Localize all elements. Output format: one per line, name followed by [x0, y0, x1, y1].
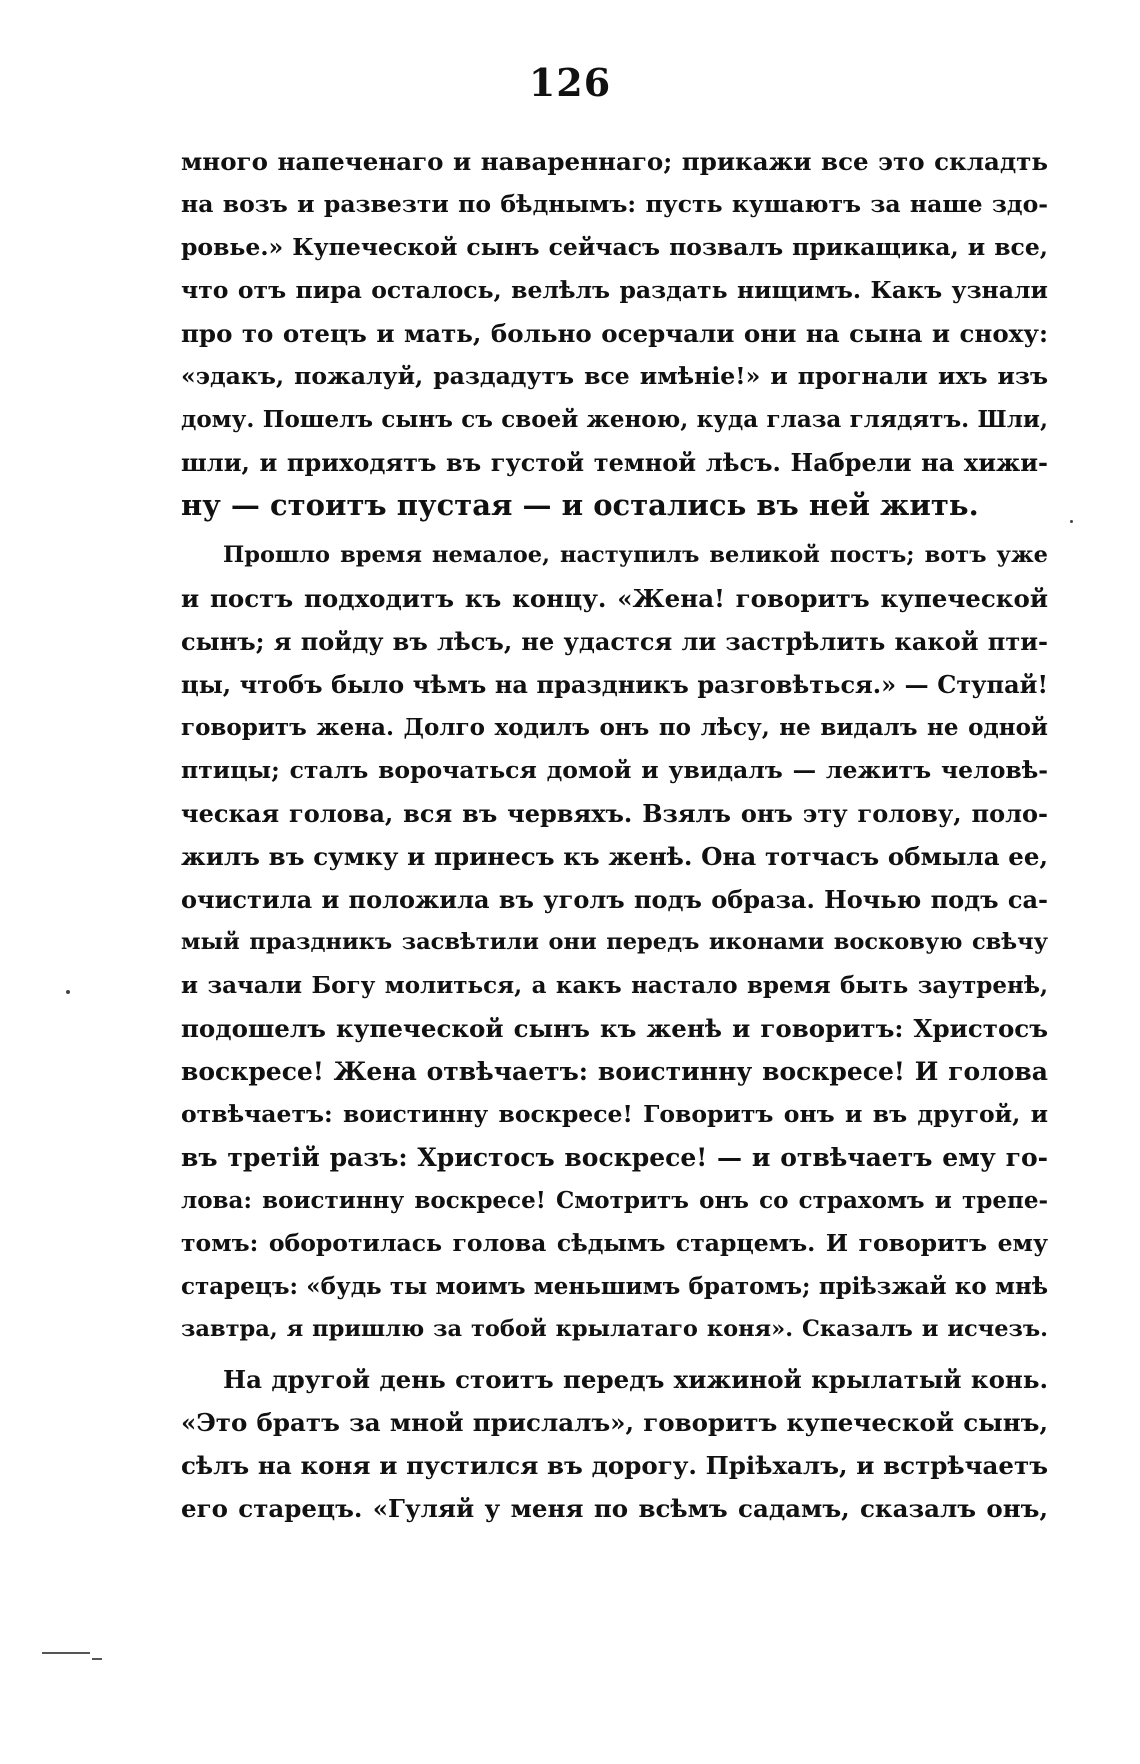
text-line: ну — стоитъ пустая — и остались въ ней жить.: [181, 488, 979, 522]
text-line: въ третій разъ: Христосъ воскресе! — и отвѣчаетъ ему го-: [181, 1143, 1048, 1172]
text-line: его старецъ. «Гуляй у меня по всѣмъ садамъ, сказалъ онъ,: [181, 1494, 1048, 1523]
scan-speck: [1070, 520, 1073, 523]
margin-mark: [42, 1652, 90, 1654]
text-line: Прошло время немалое, наступилъ великой постъ; вотъ уже: [223, 542, 1048, 568]
text-line: На другой день стоитъ передъ хижиной крылатый конь.: [223, 1365, 1048, 1394]
paragraph-3: [181, 1358, 1048, 1530]
text-line: говоритъ жена. Долго ходилъ онъ по лѣсу, не видалъ не одной: [181, 714, 1048, 741]
text-line: цы, чтобъ было чѣмъ на праздникъ разговѣться.» — Ступай!: [181, 670, 1048, 699]
text-line: завтра, я пришлю за тобой крылатаго коня». Сказалъ и исчезъ.: [181, 1316, 1048, 1342]
text-line: сѣлъ на коня и пустился въ дорогу. Пріѣхалъ, и встрѣчаетъ: [181, 1451, 1048, 1480]
text-line: и зачали Богу молиться, а какъ настало время быть заутренѣ,: [181, 972, 1048, 999]
text-line: что отъ пира осталось, велѣлъ раздать нищимъ. Какъ узнали: [181, 276, 1048, 304]
text-line: на возъ и развезти по бѣднымъ: пусть кушаютъ за наше здо-: [181, 190, 1048, 218]
text-line: ровье.» Купеческой сынъ сейчасъ позвалъ прикащика, и все,: [181, 233, 1048, 261]
text-line: мый праздникъ засвѣтили они передъ иконами восковую свѣчу: [181, 929, 1048, 955]
text-line: «эдакъ, пожалуй, раздадутъ все имѣніе!» и прогнали ихъ изъ: [181, 362, 1048, 390]
text-line: очистила и положила въ уголъ подъ образа. Ночью подъ са-: [181, 885, 1048, 914]
text-line: жилъ въ сумку и принесъ къ женѣ. Она тотчасъ обмыла ее,: [181, 842, 1048, 871]
page-text: [181, 140, 1048, 1530]
text-line: воскресе! Жена отвѣчаетъ: воистинну воскресе! И голова: [181, 1057, 1048, 1086]
text-line: про то отецъ и мать, больно осерчали они на сына и сноху:: [181, 319, 1048, 348]
paragraph-2: [181, 534, 1048, 1351]
paragraph-1: [181, 140, 1048, 527]
scan-speck: [66, 990, 70, 994]
text-line: томъ: оборотилась голова сѣдымъ старцемъ. И говоритъ ему: [181, 1229, 1048, 1257]
text-line: лова: воистинну воскресе! Смотритъ онъ со страхомъ и трепе-: [181, 1187, 1048, 1214]
text-line: шли, и приходятъ въ густой темной лѣсъ. Набрели на хижи-: [181, 448, 1048, 477]
text-line: «Это братъ за мной прислалъ», говоритъ купеческой сынъ,: [181, 1408, 1048, 1437]
text-line: сынъ; я пойду въ лѣсъ, не удастся ли застрѣлить какой пти-: [181, 627, 1048, 656]
text-line: ческая голова, вся въ червяхъ. Взялъ онъ эту голову, поло-: [181, 799, 1048, 828]
text-line: и постъ подходитъ къ концу. «Жена! говоритъ купеческой: [181, 584, 1048, 613]
page-number: 126: [528, 60, 612, 105]
text-line: подошелъ купеческой сынъ къ женѣ и говоритъ: Христосъ: [181, 1014, 1048, 1043]
text-line: старецъ: «будь ты моимъ меньшимъ братомъ; пріѣзжай ко мнѣ: [181, 1273, 1048, 1300]
text-line: дому. Пошелъ сынъ съ своей женою, куда глаза глядятъ. Шли,: [181, 406, 1048, 433]
text-line: отвѣчаетъ: воистинну воскресе! Говоритъ онъ и въ другой, и: [181, 1100, 1048, 1128]
text-line: птицы; сталъ ворочаться домой и увидалъ — лежитъ человѣ-: [181, 756, 1048, 784]
margin-mark: [92, 1658, 102, 1660]
text-line: много напеченаго и навареннаго; прикажи все это складть: [181, 147, 1048, 176]
